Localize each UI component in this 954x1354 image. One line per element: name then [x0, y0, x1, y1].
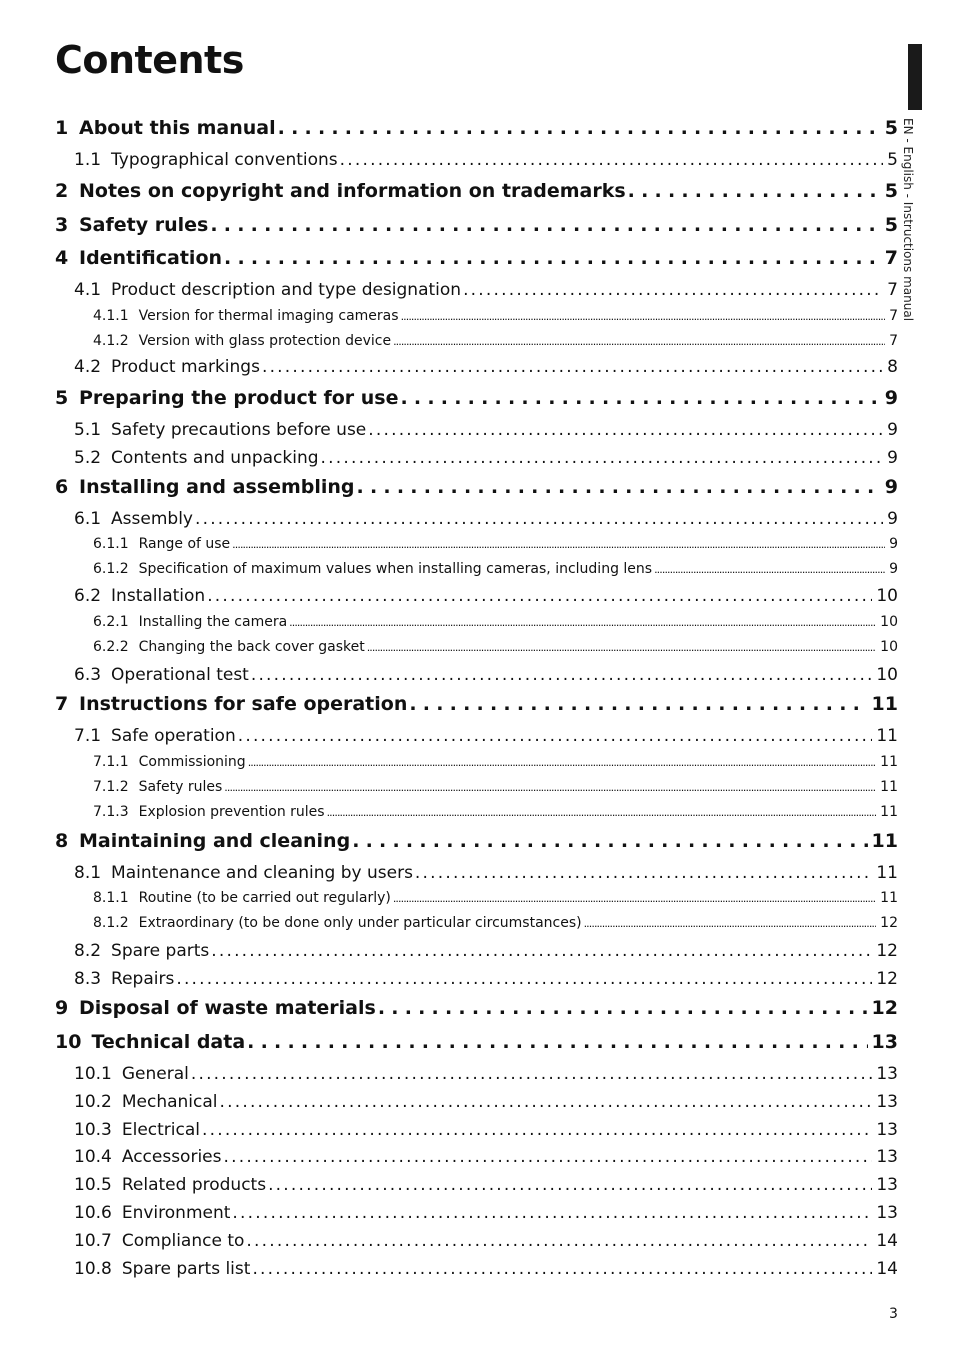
toc-dot-leader: [340, 150, 884, 170]
toc-entry-number: 9: [55, 997, 69, 1019]
toc-entry-4-1-2[interactable]: [93, 333, 898, 349]
toc-dot-leader: [368, 420, 883, 440]
toc-entry-10-6[interactable]: [74, 1203, 898, 1223]
toc-dot-leader: [220, 1092, 873, 1112]
toc-entry-number: 4: [55, 247, 69, 269]
toc-entry-page: 14: [876, 1231, 898, 1251]
toc-entry-number: 10.5: [74, 1175, 112, 1195]
toc-dot-leader: [248, 754, 876, 770]
toc-entry-number: 7.1.2: [93, 779, 129, 795]
toc-entry-title: Safety rules: [79, 214, 209, 236]
toc-entry-title: Spare parts: [111, 941, 210, 961]
toc-entry-number: 6.1.1: [93, 536, 129, 552]
toc-entry-page: 11: [871, 693, 898, 715]
toc-dot-leader: [247, 1031, 867, 1053]
toc-dot-leader: [393, 890, 876, 906]
toc-entry-number: 6.2.2: [93, 639, 129, 655]
toc-entry-title: Installation: [111, 586, 206, 606]
toc-entry-title: Version for thermal imaging cameras: [138, 308, 399, 324]
toc-entry-6-2[interactable]: [74, 586, 898, 606]
toc-entry-title: Environment: [121, 1203, 231, 1223]
toc-entry-number: 8.1.2: [93, 915, 129, 931]
toc-entry-page: 13: [871, 1031, 898, 1053]
toc-entry-6-1[interactable]: [74, 509, 898, 529]
toc-entry-4-1[interactable]: [74, 280, 898, 300]
toc-entry-number: 10.1: [74, 1064, 112, 1084]
toc-entry-title: General: [121, 1064, 189, 1084]
toc-dot-leader: [207, 586, 872, 606]
toc-entry-page: 12: [876, 969, 898, 989]
toc-entry-title: Extraordinary (to be done only under particular circumstances): [138, 915, 582, 931]
toc-entry-5-1[interactable]: [74, 420, 898, 440]
toc-entry-page: 7: [887, 280, 898, 300]
toc-entry-number: 6.1: [74, 509, 102, 529]
toc-entry-number: 6: [55, 476, 69, 498]
toc-entry-number: 5: [55, 387, 69, 409]
toc-dot-leader: [409, 693, 867, 715]
toc-entry-title: Safe operation: [111, 726, 236, 746]
toc-dot-leader: [401, 308, 886, 324]
toc-entry-number: 2: [55, 180, 69, 202]
toc-entry-title: Maintaining and cleaning: [79, 830, 351, 852]
toc-entry-page: 11: [871, 830, 898, 852]
toc-entry-title: About this manual: [79, 117, 276, 139]
toc-entry-page: 9: [887, 509, 898, 529]
toc-entry-number: 6.3: [74, 665, 102, 685]
toc-dot-leader: [238, 726, 873, 746]
toc-entry-10-1[interactable]: [74, 1064, 898, 1084]
toc-entry-7-1[interactable]: [74, 726, 898, 746]
toc-entry-page: 11: [876, 726, 898, 746]
toc-entry-number: 6.2.1: [93, 614, 129, 630]
toc-dot-leader: [262, 357, 883, 377]
toc-entry-number: 10.3: [74, 1120, 112, 1140]
toc-dot-leader: [415, 863, 872, 883]
toc-entry-page: 12: [876, 941, 898, 961]
toc-entry-number: 7: [55, 693, 69, 715]
toc-entry-7-1-1[interactable]: [93, 754, 898, 770]
toc-entry-page: 9: [889, 561, 898, 577]
toc-entry-9[interactable]: [55, 997, 898, 1019]
toc-entry-page: 10: [880, 639, 898, 655]
toc-entry-6-3[interactable]: [74, 665, 898, 685]
toc-dot-leader: [232, 1203, 872, 1223]
page-title: Contents: [55, 38, 244, 82]
toc-dot-leader: [246, 1231, 872, 1251]
toc-dot-leader: [224, 1147, 873, 1167]
toc-dot-leader: [278, 117, 881, 139]
toc-entry-page: 9: [887, 448, 898, 468]
toc-entry-page: 10: [876, 665, 898, 685]
toc-dot-leader: [252, 1259, 872, 1279]
toc-entry-number: 10.6: [74, 1203, 112, 1223]
toc-entry-page: 12: [871, 997, 898, 1019]
toc-entry-1[interactable]: [55, 117, 898, 139]
toc-entry-10[interactable]: [55, 1031, 898, 1053]
toc-entry-page: 11: [880, 779, 898, 795]
toc-entry-page: 14: [876, 1259, 898, 1279]
toc-entry-title: Compliance to: [121, 1231, 245, 1251]
toc-entry-number: 10: [55, 1031, 82, 1053]
toc-entry-number: 5.2: [74, 448, 102, 468]
toc-dot-leader: [289, 614, 876, 630]
toc-entry-page: 13: [876, 1175, 898, 1195]
toc-entry-10-4[interactable]: [74, 1147, 898, 1167]
toc-entry-page: 5: [884, 117, 898, 139]
toc-entry-number: 1.1: [74, 150, 102, 170]
toc-entry-10-3[interactable]: [74, 1120, 898, 1140]
toc-entry-page: 13: [876, 1120, 898, 1140]
toc-entry-7-1-2[interactable]: [93, 779, 898, 795]
toc-entry-10-2[interactable]: [74, 1092, 898, 1112]
toc-entry-title: Typographical conventions: [111, 150, 338, 170]
toc-entry-title: Explosion prevention rules: [138, 804, 325, 820]
toc-entry-title: Safety rules: [138, 779, 223, 795]
toc-entry-title: Repairs: [111, 969, 175, 989]
toc-dot-leader: [211, 941, 872, 961]
toc-entry-title: Related products: [121, 1175, 267, 1195]
toc-dot-leader: [176, 969, 872, 989]
toc-entry-page: 8: [887, 357, 898, 377]
toc-entry-title: Safety precautions before use: [111, 420, 367, 440]
toc-entry-page: 11: [880, 754, 898, 770]
toc-entry-title: Version with glass protection device: [138, 333, 392, 349]
toc-entry-10-8[interactable]: [74, 1259, 898, 1279]
toc-entry-8-3[interactable]: [74, 969, 898, 989]
toc-entry-6-2-1[interactable]: [93, 614, 898, 630]
toc-entry-page: 7: [889, 333, 898, 349]
toc-entry-title: Product description and type designation: [111, 280, 462, 300]
toc-entry-2[interactable]: [55, 180, 898, 202]
toc-entry-page: 13: [876, 1092, 898, 1112]
toc-dot-leader: [357, 476, 881, 498]
toc-entry-page: 11: [880, 890, 898, 906]
toc-entry-8-2[interactable]: [74, 941, 898, 961]
toc-entry-page: 9: [884, 476, 898, 498]
toc-entry-title: Preparing the product for use: [79, 387, 399, 409]
toc-entry-title: Disposal of waste materials: [79, 997, 376, 1019]
toc-entry-5[interactable]: [55, 387, 898, 409]
toc-entry-title: Assembly: [111, 509, 193, 529]
toc-entry-page: 7: [884, 247, 898, 269]
toc-entry-title: Notes on copyright and information on trademarks: [79, 180, 626, 202]
toc-entry-title: Mechanical: [121, 1092, 218, 1112]
toc-entry-7-1-3[interactable]: [93, 804, 898, 820]
toc-dot-leader: [463, 280, 883, 300]
toc-entry-page: 5: [884, 214, 898, 236]
toc-dot-leader: [224, 779, 876, 795]
toc-entry-number: 4.1.1: [93, 308, 129, 324]
toc-dot-leader: [224, 247, 881, 269]
toc-entry-number: 8.2: [74, 941, 102, 961]
toc-entry-number: 5.1: [74, 420, 102, 440]
toc-entry-8-1-1[interactable]: [93, 890, 898, 906]
toc-entry-4-1-1[interactable]: [93, 308, 898, 324]
toc-entry-title: Installing and assembling: [79, 476, 355, 498]
toc-dot-leader: [628, 180, 881, 202]
toc-entry-number: 7.1.3: [93, 804, 129, 820]
toc-entry-page: 9: [889, 536, 898, 552]
toc-entry-title: Electrical: [121, 1120, 200, 1140]
toc-entry-page: 12: [880, 915, 898, 931]
toc-dot-leader: [654, 561, 885, 577]
toc-entry-title: Technical data: [91, 1031, 246, 1053]
toc-entry-title: Changing the back cover gasket: [138, 639, 365, 655]
toc-entry-10-5[interactable]: [74, 1175, 898, 1195]
toc-dot-leader: [191, 1064, 873, 1084]
toc-dot-leader: [367, 639, 876, 655]
toc-entry-page: 13: [876, 1147, 898, 1167]
toc-entry-8-1-2[interactable]: [93, 915, 898, 931]
toc-entry-page: 10: [876, 586, 898, 606]
toc-entry-page: 5: [887, 150, 898, 170]
toc-entry-title: Identification: [79, 247, 223, 269]
toc-entry-title: Routine (to be carried out regularly): [138, 890, 391, 906]
toc-entry-1-1[interactable]: [74, 150, 898, 170]
toc-dot-leader: [195, 509, 883, 529]
toc-entry-page: 11: [876, 863, 898, 883]
toc-entry-number: 8: [55, 830, 69, 852]
toc-entry-title: Accessories: [121, 1147, 222, 1167]
toc-entry-title: Specification of maximum values when installing cameras, including lens: [138, 561, 653, 577]
toc-entry-number: 4.1.2: [93, 333, 129, 349]
toc-entry-6-1-2[interactable]: [93, 561, 898, 577]
toc-entry-title: Range of use: [138, 536, 231, 552]
toc-dot-leader: [393, 333, 885, 349]
toc-entry-page: 9: [884, 387, 898, 409]
toc-entry-number: 10.7: [74, 1231, 112, 1251]
toc-entry-title: Contents and unpacking: [111, 448, 319, 468]
toc-dot-leader: [327, 804, 877, 820]
toc-entry-3[interactable]: [55, 214, 898, 236]
toc-entry-title: Installing the camera: [138, 614, 288, 630]
page-number: 3: [889, 1306, 898, 1322]
toc-dot-leader: [400, 387, 880, 409]
toc-entry-number: 10.4: [74, 1147, 112, 1167]
toc-dot-leader: [202, 1120, 872, 1140]
toc-entry-6-1-1[interactable]: [93, 536, 898, 552]
toc-entry-page: 13: [876, 1064, 898, 1084]
toc-entry-page: 10: [880, 614, 898, 630]
language-tab-label: EN - English - Instructions manual: [901, 118, 915, 322]
toc-entry-number: 6.1.2: [93, 561, 129, 577]
toc-entry-number: 7.1: [74, 726, 102, 746]
toc-entry-number: 3: [55, 214, 69, 236]
toc-entry-7[interactable]: [55, 693, 898, 715]
toc-entry-page: 13: [876, 1203, 898, 1223]
toc-entry-6[interactable]: [55, 476, 898, 498]
toc-entry-8[interactable]: [55, 830, 898, 852]
toc-dot-leader: [584, 915, 877, 931]
toc-entry-number: 8.3: [74, 969, 102, 989]
toc-entry-title: Operational test: [111, 665, 249, 685]
toc-entry-number: 8.1: [74, 863, 102, 883]
toc-entry-title: Spare parts list: [121, 1259, 251, 1279]
toc-entry-title: Instructions for safe operation: [79, 693, 408, 715]
toc-entry-page: 5: [884, 180, 898, 202]
toc-entry-page: 7: [889, 308, 898, 324]
toc-entry-8-1[interactable]: [74, 863, 898, 883]
toc-entry-number: 7.1.1: [93, 754, 129, 770]
toc-entry-number: 8.1.1: [93, 890, 129, 906]
toc-entry-number: 10.8: [74, 1259, 112, 1279]
toc-dot-leader: [251, 665, 873, 685]
toc-dot-leader: [321, 448, 884, 468]
toc-entry-page: 9: [887, 420, 898, 440]
toc-dot-leader: [378, 997, 868, 1019]
toc-entry-number: 10.2: [74, 1092, 112, 1112]
toc-dot-leader: [268, 1175, 872, 1195]
toc-entry-5-2[interactable]: [74, 448, 898, 468]
toc-entry-4-2[interactable]: [74, 357, 898, 377]
toc-entry-title: Maintenance and cleaning by users: [111, 863, 413, 883]
toc-entry-10-7[interactable]: [74, 1231, 898, 1251]
toc-entry-number: 4.1: [74, 280, 102, 300]
toc-entry-number: 6.2: [74, 586, 102, 606]
toc-dot-leader: [352, 830, 867, 852]
toc-entry-number: 4.2: [74, 357, 102, 377]
toc-entry-number: 1: [55, 117, 69, 139]
toc-dot-leader: [210, 214, 880, 236]
toc-dot-leader: [232, 536, 885, 552]
toc-entry-4[interactable]: [55, 247, 898, 269]
toc-entry-page: 11: [880, 804, 898, 820]
toc-entry-6-2-2[interactable]: [93, 639, 898, 655]
toc-entry-title: Commissioning: [138, 754, 246, 770]
toc-entry-title: Product markings: [111, 357, 260, 377]
